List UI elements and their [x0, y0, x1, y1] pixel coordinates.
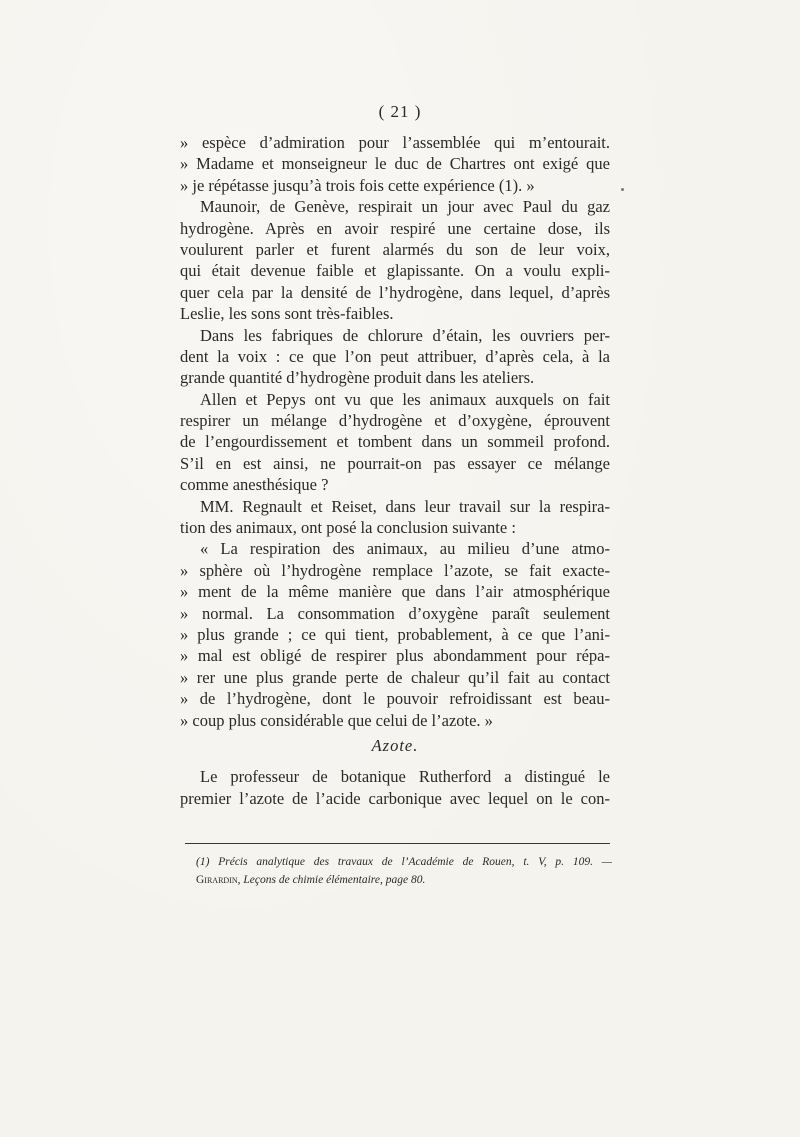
body-line: S’il en est ainsi, ne pourrait-on pas essayer ce mélange	[180, 453, 610, 473]
footnote-line: (1) Précis analytique des travaux de l’Académie de Rouen, t. V, p. 109. —	[196, 856, 612, 868]
footnote-line	[196, 871, 612, 889]
body-line: qui était devenue faible et glapissante. On a voulu expli-	[180, 261, 610, 281]
body-line: respirer un mélange d’hydrogène et d’oxygène, éprouvent	[180, 411, 610, 431]
body-text	[180, 132, 610, 809]
body-line: grande quantité d’hydrogène produit dans les ateliers.	[180, 368, 535, 388]
body-line: » Madame et monseigneur le duc de Chartres ont exigé que	[180, 154, 610, 174]
body-line: MM. Regnault et Reiset, dans leur travail sur la respira-	[200, 496, 610, 516]
body-line: Dans les fabriques de chlorure d’étain, les ouvriers per-	[200, 325, 610, 345]
quote-line: « La respiration des animaux, au milieu d’une atmo-	[200, 539, 610, 559]
quote-line: » coup plus considérable que celui de l’azote. »	[180, 710, 493, 730]
body-line: Allen et Pepys ont vu que les animaux auxquels on fait	[200, 389, 610, 409]
body-line: Maunoir, de Genève, respirait un jour avec Paul du gaz	[200, 197, 610, 217]
footnote-separator	[185, 843, 610, 844]
page-number: ( 21 )	[378, 102, 422, 121]
quote-line: » mal est obligé de respirer plus abondamment pour répa-	[180, 646, 610, 666]
body-line: premier l’azote de l’acide carbonique avec lequel on le con-	[180, 788, 610, 808]
quote-line: » rer une plus grande perte de chaleur qu’il fait au contact	[180, 667, 610, 687]
body-line: comme anesthésique ?	[180, 475, 329, 495]
quote-line: » plus grande ; ce qui tient, probablement, à ce que l’ani-	[180, 624, 610, 644]
body-line: tion des animaux, ont posé la conclusion suivante :	[180, 518, 516, 538]
body-line: Le professeur de botanique Rutherford a distingué le	[200, 767, 610, 787]
paper-speck	[621, 188, 624, 191]
body-line: voulurent parler et furent alarmés du son de leur voix,	[180, 239, 610, 259]
section-heading: Azote.	[371, 735, 419, 755]
body-line: dent la voix : ce que l’on peut attribuer, d’après cela, à la	[180, 346, 610, 366]
body-line: quer cela par la densité de l’hydrogène, dans lequel, d’après	[180, 282, 610, 302]
footnote-author: Girardin,	[196, 874, 241, 886]
quote-line: » normal. La consommation d’oxygène paraît seulement	[180, 603, 610, 623]
quote-line: » de l’hydrogène, dont le pouvoir refroidissant est beau-	[180, 689, 610, 709]
body-line: » espèce d’admiration pour l’assemblée qui m’entourait.	[180, 133, 610, 152]
body-line: hydrogène. Après en avoir respiré une certaine dose, ils	[180, 218, 610, 238]
body-line: Leslie, les sons sont très-faibles.	[180, 304, 394, 324]
footnote	[196, 853, 612, 889]
quote-line: » ment de la même manière que dans l’air atmosphérique	[180, 582, 610, 602]
body-line: » je répétasse jusqu’à trois fois cette expérience (1). »	[180, 175, 535, 195]
quote-line: » sphère où l’hydrogène remplace l’azote, se fait exacte-	[180, 560, 610, 580]
footnote-reference: Leçons de chimie élémentaire, page 80.	[240, 874, 426, 886]
body-line: de l’engourdissement et tombent dans un sommeil profond.	[180, 432, 610, 452]
